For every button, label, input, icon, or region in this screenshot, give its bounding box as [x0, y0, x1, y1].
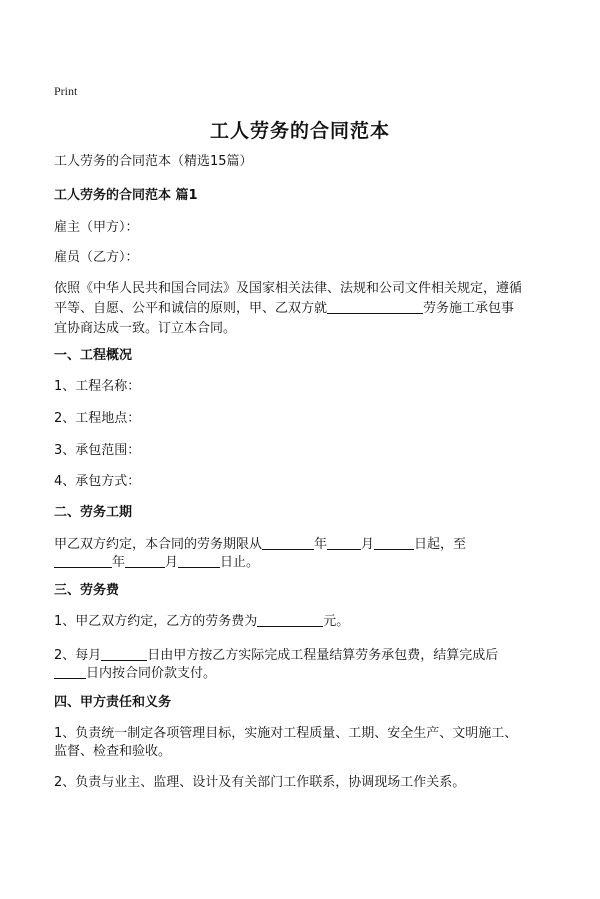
month-label: 月 — [165, 555, 179, 570]
intro-text-b: 劳务施工承包事 — [423, 301, 515, 316]
period-line-2 — [54, 553, 554, 573]
day-to-label: 日止。 — [220, 555, 260, 570]
start-year-blank — [262, 535, 314, 550]
fee-amount-blank — [257, 612, 323, 627]
period-text: 甲乙双方约定，本合同的劳务期限从 — [54, 537, 263, 552]
fee-text: 1、甲乙双方约定，乙方的劳务费为 — [54, 614, 258, 629]
duty-1-line-2: 监督、检查和验收。 — [54, 744, 172, 759]
heading-overview: 一、工程概况 — [54, 348, 133, 363]
payment-days-blank — [54, 664, 86, 679]
fee2-text-a: 2、每月 — [54, 648, 102, 663]
month-label: 月 — [361, 537, 375, 552]
duty-1-line-1: 1、负责统一制定各项管理目标，实施对工程质量、工期、安全生产、文明施工、 — [54, 726, 518, 741]
fee-unit: 元。 — [323, 614, 350, 629]
day-from-label: 日起，至 — [414, 537, 467, 552]
start-day-blank — [374, 535, 414, 550]
duty-2: 2、负责与业主、监理、设计及有关部门工作联系，协调现场工作关系。 — [54, 775, 466, 790]
overview-item: 3、承包范围： — [54, 443, 141, 458]
end-year-blank — [54, 553, 112, 568]
print-link[interactable]: Print — [54, 84, 78, 98]
fee-line-2 — [54, 646, 554, 666]
end-day-blank — [178, 553, 220, 568]
overview-item: 1、工程名称： — [54, 379, 141, 394]
project-name-blank — [327, 299, 423, 314]
intro-line-2 — [54, 299, 554, 319]
start-month-blank — [327, 535, 361, 550]
employee-line: 雇员（乙方）： — [54, 250, 139, 265]
heading-fee: 三、劳务费 — [54, 583, 120, 598]
year-label: 年 — [112, 555, 126, 570]
intro-line-3: 宜协商达成一致。订立本合同。 — [54, 321, 237, 336]
fee2-text-b: 日由甲方按乙方实际完成工程量结算劳务承包费，结算完成后 — [147, 648, 499, 663]
document-title: 工人劳务的合同范本 — [209, 120, 390, 142]
intro-text-a: 平等、自愿、公平和诚信的原则，甲、乙双方就 — [54, 301, 328, 316]
year-label: 年 — [314, 537, 328, 552]
monthly-day-blank — [101, 646, 147, 661]
period-line-1 — [54, 535, 554, 555]
employer-line: 雇主（甲方）： — [54, 220, 139, 235]
fee-line-1 — [54, 612, 554, 632]
intro-line-1: 依照《中华人民共和国合同法》及国家相关法律、法规和公司文件相关规定，遵循 — [54, 281, 523, 296]
end-month-blank — [125, 553, 165, 568]
document-subtitle: 工人劳务的合同范本（精选15篇） — [54, 154, 253, 169]
heading-period: 二、劳务工期 — [54, 505, 133, 520]
heading-duties: 四、甲方责任和义务 — [54, 695, 172, 710]
overview-item: 4、承包方式： — [54, 474, 141, 489]
section-heading: 工人劳务的合同范本 篇1 — [54, 188, 198, 203]
overview-item: 2、工程地点： — [54, 411, 141, 426]
fee2-text-c: 日内按合同价款支付。 — [86, 666, 217, 681]
fee-line-3 — [54, 664, 554, 684]
